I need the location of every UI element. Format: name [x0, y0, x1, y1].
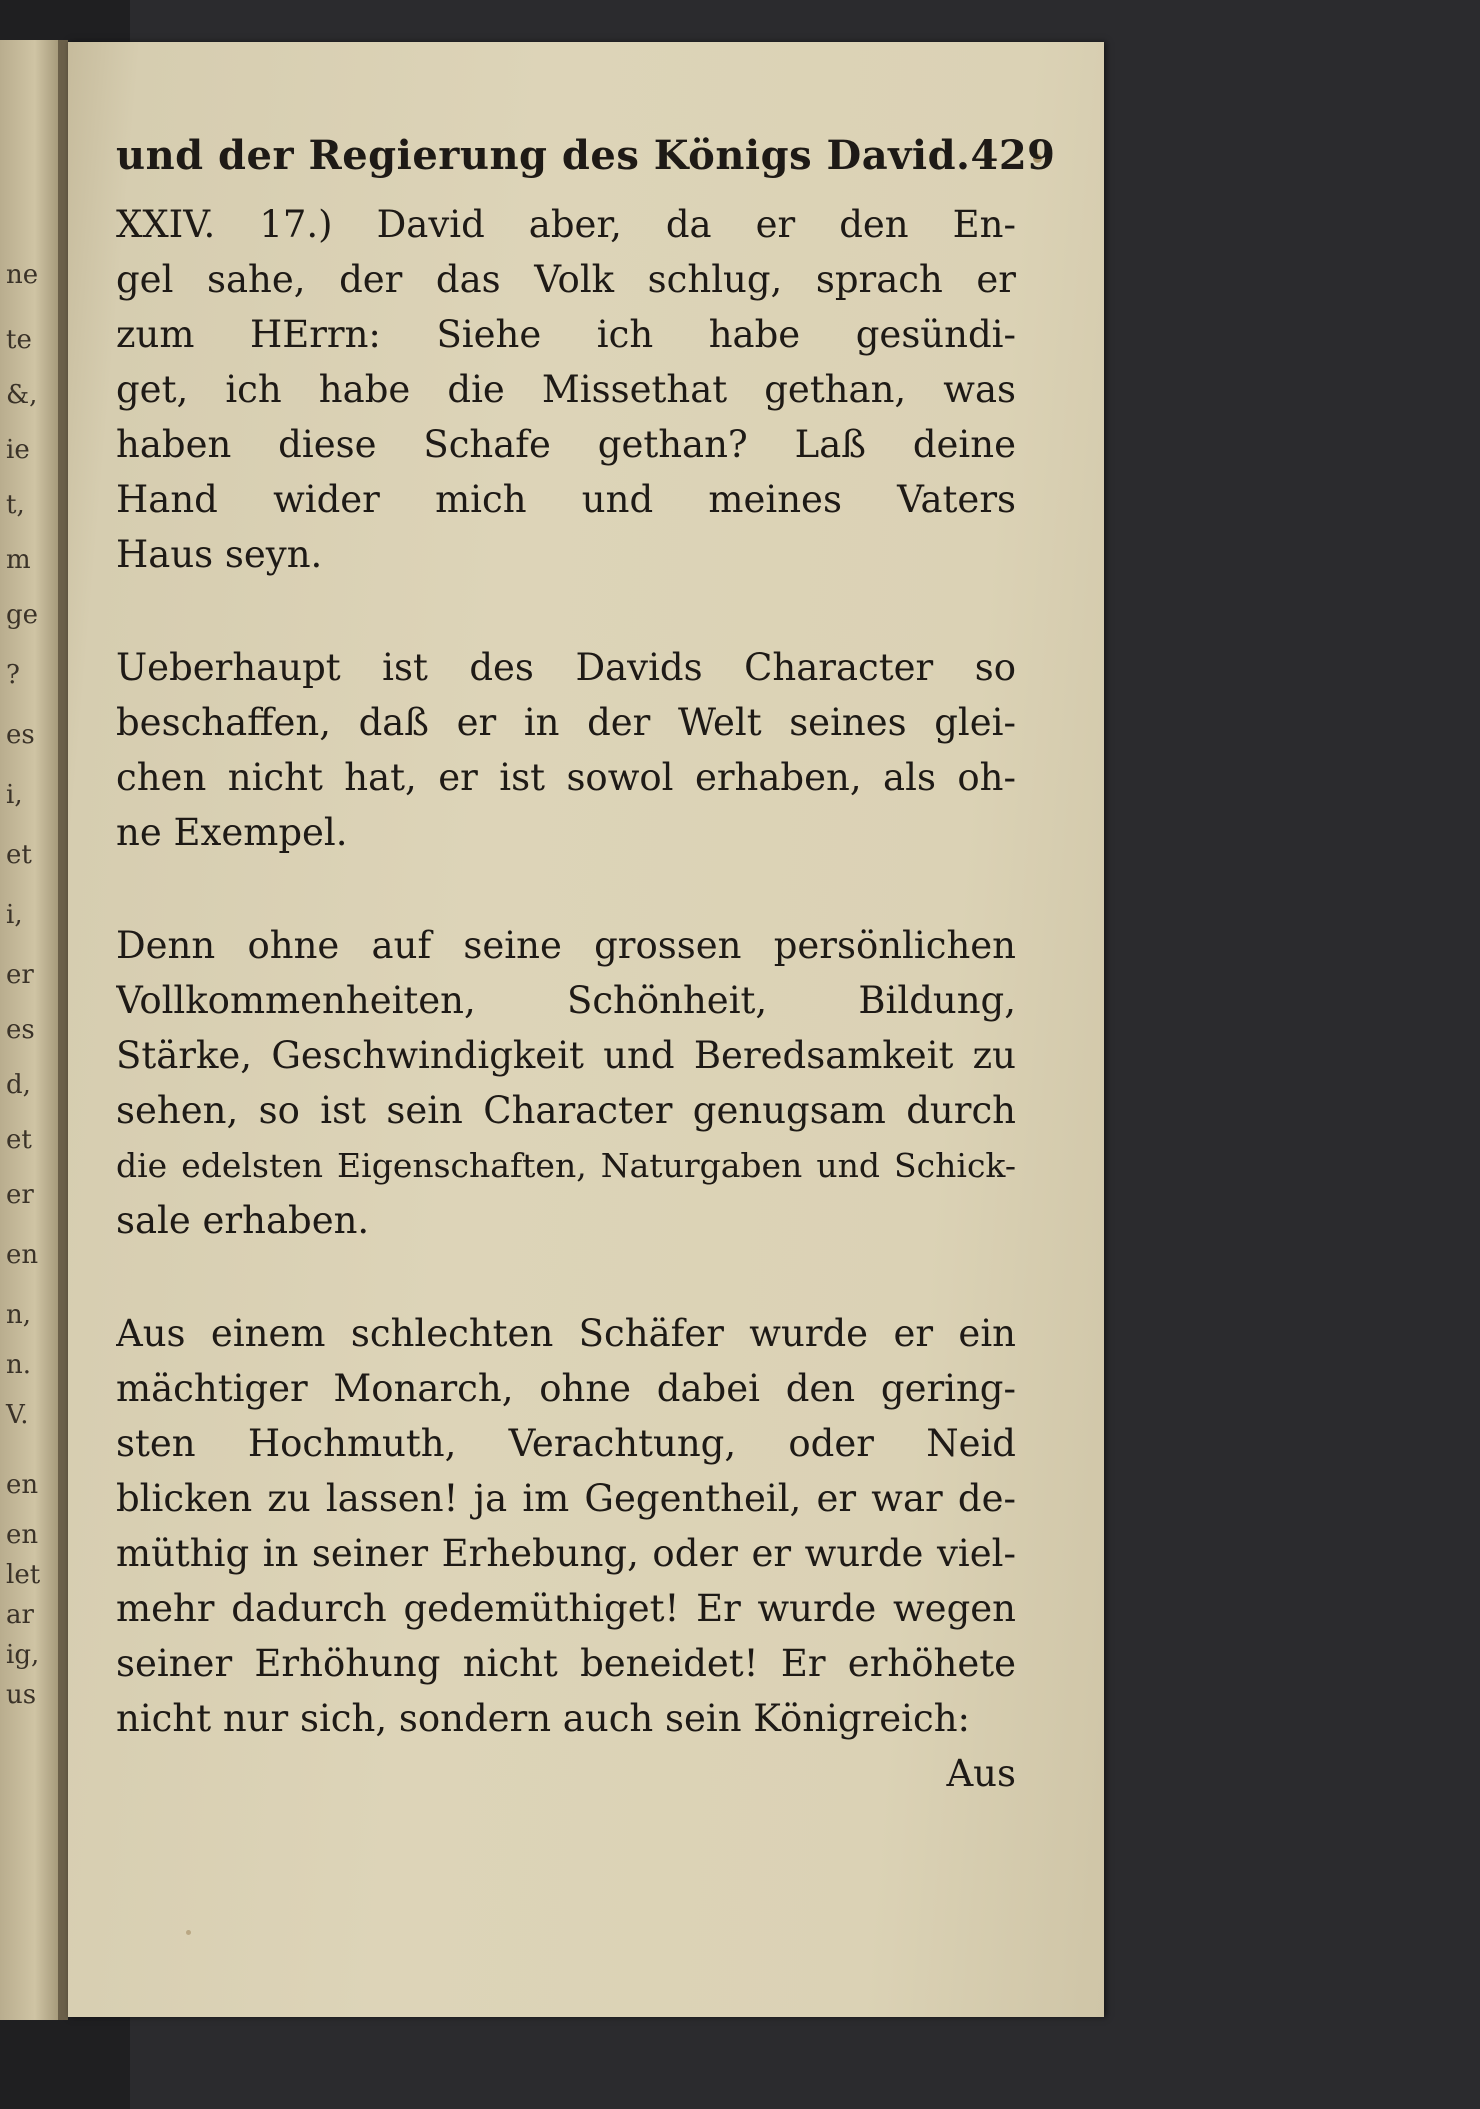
text-line: Hand wider mich und meines Vaters	[116, 478, 1016, 521]
previous-page-fragment: ig,	[6, 1640, 40, 1670]
running-head-title: und der Regierung des Königs David.	[116, 132, 971, 179]
text-line: gel sahe, der das Volk schlug, sprach er	[116, 258, 1016, 301]
text-line: mächtiger Monarch, ohne dabei den gering-	[116, 1367, 1016, 1410]
text-line: nicht nur sich, sondern auch sein Königreich:	[116, 1697, 971, 1740]
previous-page-fragment: &,	[6, 380, 38, 410]
previous-page-fragment: ne	[6, 260, 39, 290]
paragraph	[116, 640, 1016, 860]
previous-page-fragment: en	[6, 1240, 39, 1270]
text-line: XXIV. 17.) David aber, da er den En-	[116, 203, 1016, 246]
previous-page-fragment: d,	[6, 1070, 31, 1100]
previous-page-fragment: te	[6, 325, 32, 355]
previous-page-fragment: i,	[6, 900, 23, 930]
page-text	[116, 132, 1056, 1801]
running-head	[116, 132, 1056, 179]
previous-page-fragment: us	[6, 1680, 37, 1710]
text-line: sten Hochmuth, Verachtung, oder Neid	[116, 1422, 1016, 1465]
text-line: Vollkommenheiten, Schönheit, Bildung,	[116, 979, 1016, 1022]
body-text	[116, 197, 1016, 1746]
text-line: ne Exempel.	[116, 811, 348, 854]
paragraph	[116, 197, 1016, 582]
previous-page-fragment: en	[6, 1520, 39, 1550]
text-line: Denn ohne auf seine grossen persönlichen	[116, 924, 1016, 967]
text-line: mehr dadurch gedemüthiget! Er wurde wegen	[116, 1587, 1016, 1630]
previous-page-fragment: t,	[6, 490, 25, 520]
text-line: zum HErrn: Siehe ich habe gesündi-	[116, 313, 1016, 356]
paragraph	[116, 1306, 1016, 1746]
previous-page-fragment: let	[6, 1560, 41, 1590]
previous-page-fragment: i,	[6, 780, 23, 810]
book-page	[68, 42, 1104, 2017]
catchword: Aus	[946, 1752, 1016, 1795]
text-line: beschaffen, daß er in der Welt seines glei-	[116, 701, 1016, 744]
text-line: chen nicht hat, er ist sowol erhaben, als oh-	[116, 756, 1016, 799]
text-line: Ueberhaupt ist des Davids Character so	[116, 646, 1016, 689]
text-line: seiner Erhöhung nicht beneidet! Er erhöhete	[116, 1642, 1016, 1685]
paragraph	[116, 918, 1016, 1248]
text-line: Haus seyn.	[116, 533, 323, 576]
book-gutter	[58, 40, 68, 2020]
text-line: Stärke, Geschwindigkeit und Beredsamkeit zu	[116, 1034, 1016, 1077]
previous-page-fragment: en	[6, 1470, 39, 1500]
previous-page-fragment: m	[6, 545, 31, 575]
previous-page-fragment: n.	[6, 1350, 32, 1380]
text-line: blicken zu lassen! ja im Gegentheil, er war de-	[116, 1477, 1016, 1520]
previous-page-edge	[0, 40, 58, 2020]
ink-spot	[186, 1930, 191, 1935]
previous-page-fragment: es	[6, 720, 35, 750]
text-line: die edelsten Eigenschaften, Naturgaben und Schick-	[116, 1146, 1016, 1185]
text-line: haben diese Schafe gethan? Laß deine	[116, 423, 1016, 466]
previous-page-fragment: ge	[6, 600, 39, 630]
previous-page-fragment: ie	[6, 435, 30, 465]
text-line: sale erhaben.	[116, 1199, 370, 1242]
text-line: get, ich habe die Missethat gethan, was	[116, 368, 1016, 411]
text-line: Aus einem schlechten Schäfer wurde er ein	[116, 1312, 1016, 1355]
previous-page-fragment: er	[6, 960, 34, 990]
previous-page-fragment: er	[6, 1180, 34, 1210]
previous-page-fragment: es	[6, 1015, 35, 1045]
text-line: sehen, so ist sein Character genugsam durch	[116, 1089, 1016, 1132]
previous-page-fragment: n,	[6, 1300, 32, 1330]
previous-page-fragment: et	[6, 1125, 32, 1155]
page-number: 429	[970, 132, 1056, 179]
previous-page-fragment: et	[6, 840, 32, 870]
text-line: müthig in seiner Erhebung, oder er wurde viel-	[116, 1532, 1016, 1575]
previous-page-fragment: ?	[6, 660, 20, 690]
previous-page-fragment: V.	[6, 1400, 29, 1430]
previous-page-fragment: ar	[6, 1600, 34, 1630]
